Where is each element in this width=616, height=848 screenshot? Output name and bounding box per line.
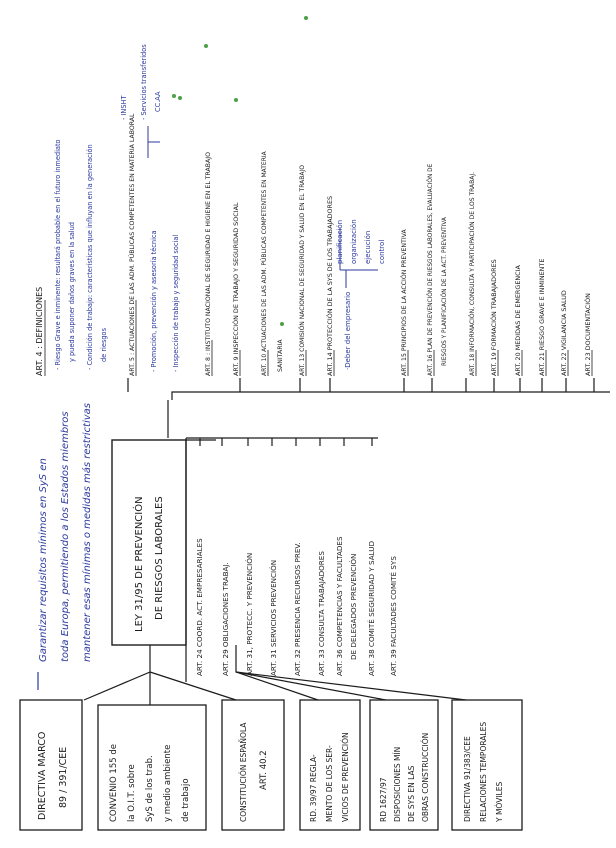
article-4-title: ART. 4 : DEFINICIONES [35,286,44,376]
source-1-line-0: CONVENIO 155 de [109,744,119,822]
article-9 [231,98,240,376]
article-4-line-2: y pueda suponer daños graves en la salud [68,222,76,362]
source-3-line-0: RD. 39/97 REGLA- [309,754,318,822]
article-9-marker [234,98,238,102]
article-14-bullet-4: control [378,239,386,264]
article-5-title: ART. 5 : ACTUACIONES DE LAS ADM. PÚBLICAS COMPETENTES EN MATERIA LABORAL [129,113,136,376]
left-article-31a: ART. 31, PROTECC. Y PREVENCIÓN [245,552,254,676]
article-13-marker [304,16,308,20]
article-19 [489,259,498,376]
goal-line-2: toda Europa, permitiendo a los Estados miembros [60,411,71,662]
article-5-bullet-1: - INSHT [120,95,128,120]
source-4-line-2: DE SYS EN LAS [407,765,416,822]
source-0-line-0: DIRECTIVA MARCO [37,731,48,820]
article-5-line-2: - Inspección de trabajo y seguridad social [172,234,180,372]
article-5-marker-b [178,96,182,100]
article-9-title: ART. 9 INSPECCIÓN DE TRABAJO Y SEGURIDAD SOCIAL [232,202,240,376]
article-underlines [45,300,592,376]
source-2-line-1: ART. 40.2 [259,750,269,790]
article-16-subtitle: RIESGOS Y PLANIFICACIÓN DE LA ACT. PREVENTIVA [442,217,448,366]
central-box [112,440,186,645]
article-18 [469,172,476,376]
article-23 [583,293,592,376]
source-3-line-1: MENTO DE LOS SER- [325,745,334,822]
article-5 [120,44,182,376]
source-5-line-1: RELACIONES TEMPORALES [479,721,488,822]
article-14-bullet-3: ejecución [364,230,372,264]
article-14-bullet-2: organización [350,219,358,264]
goal-line-3: mantener esas mínimas o medidas más restrictivas [82,402,93,662]
article-4-line-4: de riesgos [100,327,108,362]
left-article-32: ART. 32 PRESENCIA RECURSOS PREV. [293,542,302,676]
article-5-marker-a [172,94,176,98]
source-1-line-3: y medio ambiente [163,744,173,822]
source-1-line-4: de trabajo [181,778,191,822]
article-23-title: ART. 23 DOCUMENTACIÓN [584,293,592,376]
article-22-title: ART. 22 VIGILANCIA SALUD [560,290,568,376]
left-articles [195,536,398,676]
article-10-marker [280,322,284,326]
article-8-marker [204,44,208,48]
left-article-36b: DE DELEGADOS PREVENCIÓN [349,553,358,660]
source-5-line-0: DIRECTIVA 91/383/CEE [463,736,472,822]
article-15-title: ART. 15 PRINCIPIOS DE LA ACCIÓN PREVENTIVA [401,229,408,376]
source-0-line-1: 89 / 391/CEE [58,746,69,808]
article-14 [325,196,386,376]
article-22 [560,290,568,376]
left-article-38: ART. 38 COMITÉ SEGURIDAD Y SALUD [367,540,376,676]
source-1-line-1: la O.I.T. sobre [127,764,137,822]
article-14-title: ART. 14 PROTECCIÓN DE LA SYS DE LOS TRABAJADORES [326,195,334,376]
article-5-line-1: - Promoción, prevención y asesoría técnica [150,230,158,372]
source-box-rd-39-97 [300,700,360,830]
source-4-line-0: RD 1627/97 [379,777,388,822]
article-14-brace [340,228,378,288]
article-5-brace [148,126,160,158]
source-boxes [20,700,522,830]
source-2-line-0: CONSTITUCIÓN ESPAÑOLA [239,722,248,822]
article-19-title: ART. 19 FORMACIÓN TRABAJADORES [490,259,498,376]
left-article-36a: ART. 36 COMPETENCIAS Y FACULTADES [335,536,344,676]
article-8 [204,44,212,376]
article-4 [35,139,108,376]
source-box-constitucion [222,700,284,830]
source-4-line-3: OBRAS CONSTRUCCIÓN [421,732,430,822]
article-20-title: ART. 20 MEDIDAS DE EMERGENCIA [514,265,522,376]
central-title-1: LEY 31/95 DE PREVENCIÓN [134,496,145,632]
article-13-title: ART. 13 COMISIÓN NACIONAL DE SEGURIDAD Y SALUD EN EL TRABAJO [299,165,306,376]
article-14-subtitle: ·Deber del empresario [344,291,352,370]
source-4-line-1: DISPOSICIONES MÍN [393,746,402,822]
article-5-bullet-3: CC.AA [154,91,162,112]
article-14-bullet-1: planificación [336,219,344,264]
source-1-line-2: SyS de los trab. [145,755,155,822]
left-article-33: ART. 33 CONSULTA TRABAJADORES [317,551,326,676]
left-article-29: ART. 29 OBLIGACIONES TRABAJ. [221,562,230,676]
article-10-title: ART. 10 ACTUACIONES DE LAS ADM. PÚBLICAS COMPETENTES EN MATERIA [261,151,268,376]
article-21 [538,259,546,376]
source-box-rd-1627-97 [370,700,438,830]
article-13 [299,16,308,376]
source-box-directiva-91-383 [452,700,522,830]
goal-line-1: Garantizar requisitos mínimos en SyS en [38,458,49,662]
article-20 [514,265,522,376]
article-8-title: ART. 8 : INSTITUTO NACIONAL DE SEGURIDAD E HIGIENE EN EL TRABAJO [205,152,212,376]
article-16 [427,163,448,376]
article-4-line-3: - Condición de trabajo: características que influyan en la generación [86,144,94,370]
article-21-title: ART. 21 RIESGO GRAVE E INMINENTE [538,258,546,376]
article-15 [399,229,408,376]
article-10 [261,150,284,376]
source-box-convenio-oit [98,705,206,830]
right-articles [35,16,592,376]
central-node [112,440,186,645]
article-4-line-1: - Riesgo Grave e inminente: resultará probable en el futuro inmediato [54,139,62,370]
article-16-title: ART. 16 PLAN DE PREVENCIÓN DE RIESGOS LABORALES, EVALUACIÓN DE [428,163,434,376]
article-18-title: ART. 18 INFORMACIÓN, CONSULTA Y PARTICIPACIÓN DE LOS TRABAJ. [469,171,476,376]
source-box-directiva-marco [20,700,82,830]
source-3-line-2: VICIOS DE PREVENCIÓN [341,732,350,822]
goal-block [37,403,93,690]
left-article-31b: ART. 31 SERVICIOS PREVENCIÓN [269,559,278,676]
central-title-2: DE RIESGOS LABORALES [154,496,165,620]
source-5-line-2: Y MÓVILES [495,781,504,822]
left-article-39: ART. 39 FACULTADES COMITÉ SYS [389,556,398,676]
article-5-bullet-2: - Servicios transferidos [140,44,148,120]
left-article-24: ART. 24 COORD. ACT. EMPRESARIALES [195,538,204,676]
article-10-subtitle: SANITARIA [277,339,284,372]
